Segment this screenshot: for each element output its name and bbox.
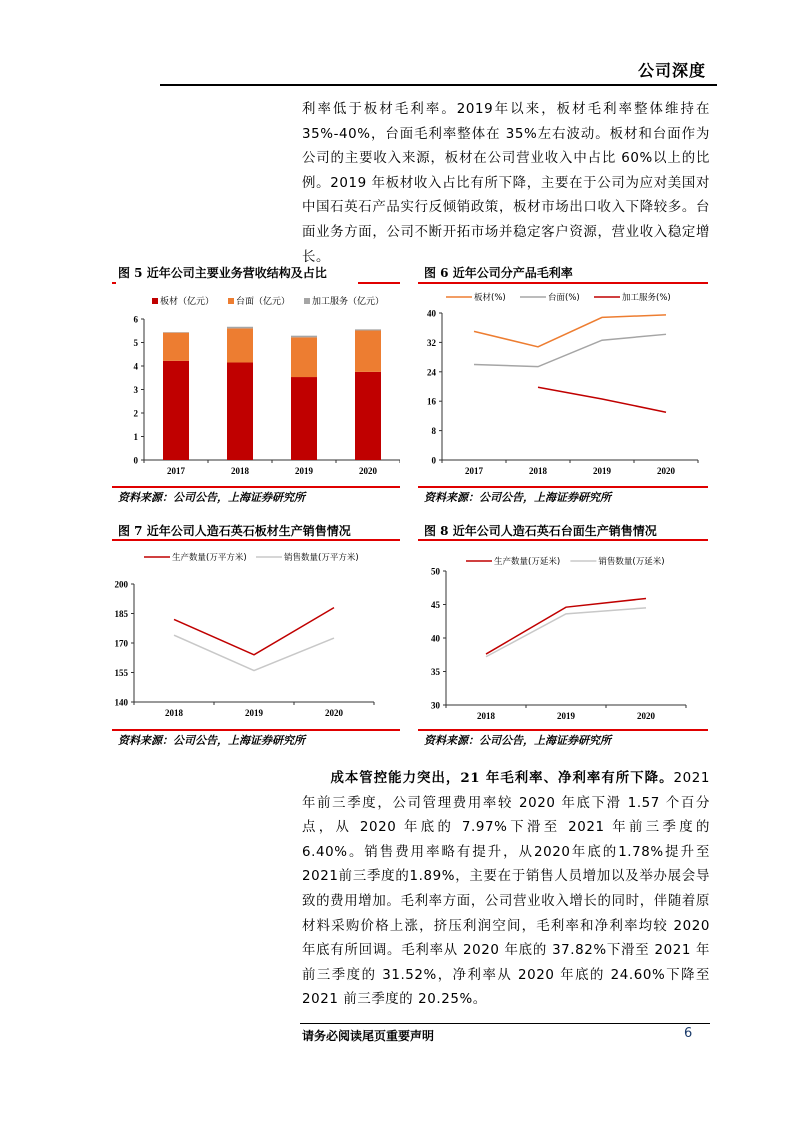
svg-text:32: 32 xyxy=(427,337,436,348)
svg-text:2020: 2020 xyxy=(637,711,655,721)
svg-text:生产数量(万延米): 生产数量(万延米) xyxy=(494,557,561,567)
svg-text:2017: 2017 xyxy=(465,466,483,476)
header-divider xyxy=(160,84,717,86)
svg-text:生产数量(万平方米): 生产数量(万平方米) xyxy=(172,553,247,563)
figure-5-title-rule-end xyxy=(358,282,400,284)
svg-text:销售数量(万平方米): 销售数量(万平方米) xyxy=(284,553,359,563)
svg-text:台面(%): 台面(%) xyxy=(548,293,580,303)
figure-6-title: 图 6 近年公司分产品毛利率 xyxy=(424,266,573,280)
page-number: 6 xyxy=(684,1026,693,1041)
svg-text:1: 1 xyxy=(133,432,138,442)
figure-5-source: 资料来源：公司公告，上海证券研究所 xyxy=(118,491,305,504)
footer-divider xyxy=(300,1023,710,1024)
svg-text:4: 4 xyxy=(133,361,138,372)
svg-text:2020: 2020 xyxy=(325,708,343,718)
figure-7-line-chart xyxy=(112,546,400,729)
svg-text:40: 40 xyxy=(427,308,436,319)
svg-text:170: 170 xyxy=(114,638,128,649)
svg-text:2019: 2019 xyxy=(245,708,263,718)
svg-text:2020: 2020 xyxy=(359,466,377,476)
figure-6-source: 资料来源：公司公告，上海证券研究所 xyxy=(424,491,611,504)
svg-text:6: 6 xyxy=(133,314,138,325)
figure-8-title: 图 8 近年公司人造石英石台面生产销售情况 xyxy=(424,524,657,538)
section-header-title: 公司深度 xyxy=(637,61,706,80)
figure-5-stacked-bar-chart xyxy=(112,288,400,486)
svg-text:2019: 2019 xyxy=(593,466,611,476)
figure-6-title-rule xyxy=(418,282,708,284)
svg-text:16: 16 xyxy=(427,396,436,407)
svg-text:2018: 2018 xyxy=(477,711,495,721)
svg-text:40: 40 xyxy=(431,633,440,644)
figure-6-line-chart xyxy=(418,288,708,486)
svg-text:35: 35 xyxy=(431,667,440,677)
svg-text:板材(%): 板材(%) xyxy=(474,293,506,303)
svg-text:销售数量(万延米): 销售数量(万延米) xyxy=(598,557,665,567)
svg-text:30: 30 xyxy=(431,700,440,711)
svg-text:2018: 2018 xyxy=(529,466,547,476)
figure-8-source-rule xyxy=(418,729,708,731)
svg-text:板材（亿元）: 板材（亿元） xyxy=(160,297,215,307)
svg-text:加工服务(%): 加工服务(%) xyxy=(622,293,671,303)
svg-text:24: 24 xyxy=(427,367,436,378)
svg-text:0: 0 xyxy=(431,455,436,466)
figure-6-source-rule xyxy=(418,486,708,488)
svg-text:0: 0 xyxy=(133,455,138,466)
svg-text:185: 185 xyxy=(114,609,128,619)
svg-text:50: 50 xyxy=(431,566,440,577)
figure-7-title: 图 7 近年公司人造石英石板材生产销售情况 xyxy=(118,524,351,538)
figure-8-line-chart xyxy=(418,546,708,729)
body-paragraph-2 xyxy=(302,766,710,1013)
svg-text:2019: 2019 xyxy=(557,711,575,721)
svg-text:2: 2 xyxy=(133,408,138,419)
svg-text:45: 45 xyxy=(431,600,440,610)
figure-7-source: 资料来源：公司公告，上海证券研究所 xyxy=(118,734,305,747)
figure-5-title: 图 5 近年公司主要业务营收结构及占比 xyxy=(118,266,327,280)
body-paragraph-1 xyxy=(302,98,710,270)
svg-text:155: 155 xyxy=(114,668,128,678)
svg-text:5: 5 xyxy=(133,338,138,348)
svg-text:台面（亿元）: 台面（亿元） xyxy=(236,297,291,307)
footer-disclaimer-note: 请务必阅读尾页重要声明 xyxy=(302,1029,435,1043)
paragraph-text: 利率低于板材毛利率。2019年以来，板材毛利率整体维持在35%-40%，台面毛利率整体在 35%左右波动。板材和台面作为公司的主要收入来源，板材在公司营业收入中占比 60%以上的比例。2019 年板材收入占比有所下降，主要在于公司为应对美国对中国石英石产品实行反倾销政策，板材市场出口收入下降较多。台面业务方面，公司不断开拓市场并稳定客户资源，营业收入稳定增长。 xyxy=(302,102,710,265)
svg-text:200: 200 xyxy=(114,579,128,590)
svg-text:2018: 2018 xyxy=(231,466,249,476)
paragraph-lead: 成本管控能力突出，21 年毛利率、净利率有所下降。 xyxy=(330,770,674,786)
figure-8-title-rule xyxy=(418,539,708,541)
svg-text:2020: 2020 xyxy=(657,466,675,476)
figure-7-source-rule xyxy=(112,729,400,731)
svg-text:2019: 2019 xyxy=(295,466,313,476)
svg-text:3: 3 xyxy=(133,385,138,395)
paragraph-text: 2021 年前三季度，公司管理费用率较 2020 年底下滑 1.57 个百分点，从 2020 年底的 7.97%下滑至 2021 年前三季度的 6.40%。销售费用率略有提升，从2020年底的1.78%提升至2021前三季度的1.89%，主要在于销售人员增加以及举办展会导致的费用增加。毛利率方面，公司营业收入增长的同时，伴随着原材料采购价格上涨，挤压利润空间，毛利率和净利率均较 2020 年底有所回调。毛利率从 2020 年底的 37.82%下滑至 2021 年前三季度的 31.52%，净利率从 2020 年底的 24.60%下降至 2021 前三季度的 20.25%。 xyxy=(302,771,710,1008)
figure-7-title-rule xyxy=(112,539,400,541)
svg-text:2017: 2017 xyxy=(167,466,185,476)
svg-text:2018: 2018 xyxy=(165,708,183,718)
figure-8-source: 资料来源：公司公告，上海证券研究所 xyxy=(424,734,611,747)
svg-text:8: 8 xyxy=(431,426,436,437)
svg-text:140: 140 xyxy=(114,697,128,708)
svg-text:加工服务（亿元）: 加工服务（亿元） xyxy=(312,297,385,307)
figure-5-source-rule xyxy=(112,486,400,488)
figure-5-title-rule xyxy=(112,282,116,284)
